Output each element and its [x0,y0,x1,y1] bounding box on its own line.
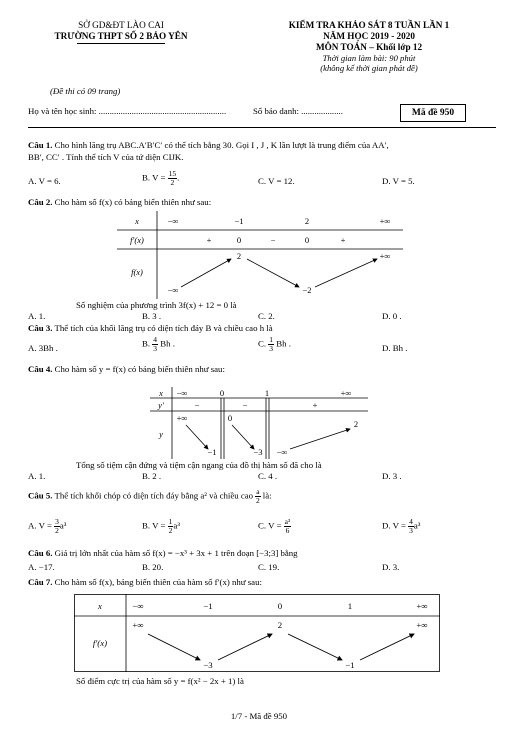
q5-option-c: C. V = $\frac{\text{a³}}{6}$ [258,517,291,535]
q7-fp-val: −1 [345,660,355,670]
q4-option-d: D. 3 . [382,471,402,481]
q2-fp-sign: + [206,235,212,245]
q7-fp-val: +∞ [132,620,144,630]
q2-x-val: −∞ [167,216,179,226]
exam-year: NĂM HỌC 2019 - 2020 [323,31,415,41]
q7-x-label: x [98,601,102,611]
q7-arrow-up [218,634,272,660]
q2-f-label: f(x) [131,267,143,277]
header-right [248,20,490,73]
q3-option-b: B. $\frac{4}{3}$ Bh . [142,335,175,353]
q1-label: Câu 1. [28,140,53,150]
q6-stem: Câu 6. Giá trị lớn nhất của hàm số f(x) = −x³ + 3x + 1 trên đoạn [−3;3] bằng [28,548,298,558]
q4-stem: Câu 4. Cho hàm số y = f(x) có bảng biến thiên như sau: [28,364,225,374]
q7-x-val: 1 [347,601,353,611]
q2-option-b: B. 3 . [142,311,162,321]
q2-f-val: −2 [302,285,312,295]
q4-yp-sign: + [312,400,318,410]
q1-option-c: C. V = 12. [258,176,295,186]
q4-yp-label: y′ [158,400,164,410]
q4-question: Tổng số tiệm cận đứng và tiệm cận ngang của đồ thị hàm số đã cho là [76,460,322,470]
q7-fp-val: +∞ [416,620,428,630]
q4-option-c: C. 4 . [258,471,278,481]
q3-option-c: C. $\frac{1}{3}$ Bh . [258,335,291,353]
q2-x-label: x [135,216,139,226]
q4-x-val: −∞ [176,388,188,398]
q5-option-a: A. V = $\frac{3}{2}$ a³ [28,517,67,535]
q4-x-val: +∞ [340,388,352,398]
q4-y-val: 0 [227,413,233,423]
school-underline [77,43,165,44]
q2-fp-zero: 0 [304,235,310,245]
q4-y-val: −∞ [276,447,288,457]
student-id-field: Số báo danh: ................... [253,106,343,116]
q2-arrow-down [247,259,299,287]
q7-fp-val: 2 [277,620,283,630]
q2-variation-table [117,211,403,299]
q2-arrow-up [315,259,377,287]
header-divider [28,127,496,128]
q6-option-c: C. 19. [258,562,280,572]
q5-option-b: B. V = $\frac{1}{2}$ a³ [142,517,180,535]
q2-option-a: A. 1. [28,311,46,321]
q2-fp-sign: − [270,235,276,245]
q2-f-val: 2 [236,251,242,261]
q4-arrow-up [290,429,350,449]
exam-code-box: Mã đề 950 [400,104,466,122]
q3-option-a: A. 3Bh . [28,343,58,353]
school-name: TRƯỜNG THPT SỐ 2 BẢO YÊN [54,31,188,41]
q4-x-label: x [159,388,163,398]
q7-x-val: −∞ [132,601,144,611]
q2-arrow-up [181,259,231,287]
q3-option-d: D. Bh . [382,343,408,353]
q2-f-val: +∞ [379,251,391,261]
q2-x-val: −1 [234,216,244,226]
exam-time-note: (không kể thời gian phát đề) [320,63,418,73]
q4-y-val: 2 [353,419,359,429]
q7-fp-val: −3 [203,660,213,670]
q2-question: Số nghiệm của phương trình 3f(x) + 12 = 0 là [76,300,237,310]
q7-question: Số điểm cực trị của hàm số y = f(x² − 2x + 1) là [76,676,244,686]
q4-option-a: A. 1. [28,471,46,481]
q1-line2: BB′, CC′ . Tính thể tích V của tứ diện CIJK. [28,152,184,162]
q7-variation-table [74,594,440,672]
q2-fp-zero: 0 [236,235,242,245]
q1-text1: Cho hình lăng trụ ABC.A′B′C′ có thể tích bằng 30. Gọi I , J , K lần lượt là trung điểm của AA′, [54,140,389,150]
q4-x-val: 0 [219,388,225,398]
q7-x-val: −1 [203,601,213,611]
q2-fp-sign: + [340,235,346,245]
q7-arrow-down [148,634,200,660]
q4-yp-sign: − [194,400,200,410]
q7-fp-label: f′(x) [92,638,108,648]
q1-option-b: B. V = $\frac{15}{2}$ . [142,169,180,187]
student-name-field: Họ và tên học sinh: .......................................................... [28,106,227,116]
q7-stem: Câu 7. Cho hàm số f(x), bảng biến thiên của hàm số f′(x) như sau: [28,577,262,587]
q1-option-d: D. V = 5. [382,176,415,186]
q4-y-val: −1 [207,447,217,457]
q4-arrow-down [232,425,254,449]
q2-stem: Câu 2. Cho hàm số f(x) có bảng biến thiên như sau: [28,197,212,207]
q2-option-c: C. 2. [258,311,275,321]
q4-arrow-down [186,425,208,449]
q1-option-a: A. V = 6. [28,176,61,186]
q6-option-d: D. 3. [382,562,400,572]
q4-yp-sign: − [242,400,248,410]
q7-x-val: 0 [277,601,283,611]
q4-variation-table [150,387,368,459]
q4-x-val: 1 [264,388,270,398]
q7-x-val: +∞ [416,601,428,611]
q3-stem: Câu 3. Thể tích của khối lăng trụ có diện tích đáy B và chiều cao h là [28,323,273,333]
q2-fp-label: f′(x) [130,235,144,245]
q4-y-label: y [159,429,163,439]
exam-time: Thời gian làm bài: 90 phút [322,53,416,63]
q4-option-b: B. 2 . [142,471,162,481]
q2-f-val: −∞ [167,285,179,295]
num-pages: (Đề thi có 09 trang) [50,86,121,96]
q2-x-val: +∞ [379,216,391,226]
q5-stem: Câu 5. Thể tích khối chóp có diện tích đáy bằng a² và chiều cao $\frac{a}{2}$ là: [28,487,272,505]
exam-subject: MÔN TOÁN – Khối lớp 12 [315,42,423,52]
q6-option-a: A. −17. [28,562,55,572]
q7-arrow-down [288,634,342,660]
q2-option-d: D. 0 . [382,311,402,321]
q6-option-b: B. 20. [142,562,164,572]
q4-y-val: −3 [253,447,263,457]
page-footer: 1/7 - Mã đề 950 [230,711,288,721]
q4-y-val: +∞ [176,413,188,423]
exam-title: KIỂM TRA KHẢO SÁT 8 TUẦN LẦN 1 [288,20,450,30]
q2-x-val: 2 [304,216,310,226]
header-left [32,20,210,44]
q5-option-d: D. V = $\frac{4}{3}$ a³ [382,517,421,535]
dept-name: SỞ GD&ĐT LÀO CAI [78,20,164,30]
q7-arrow-up [360,634,414,660]
q1-line1 [28,140,389,151]
